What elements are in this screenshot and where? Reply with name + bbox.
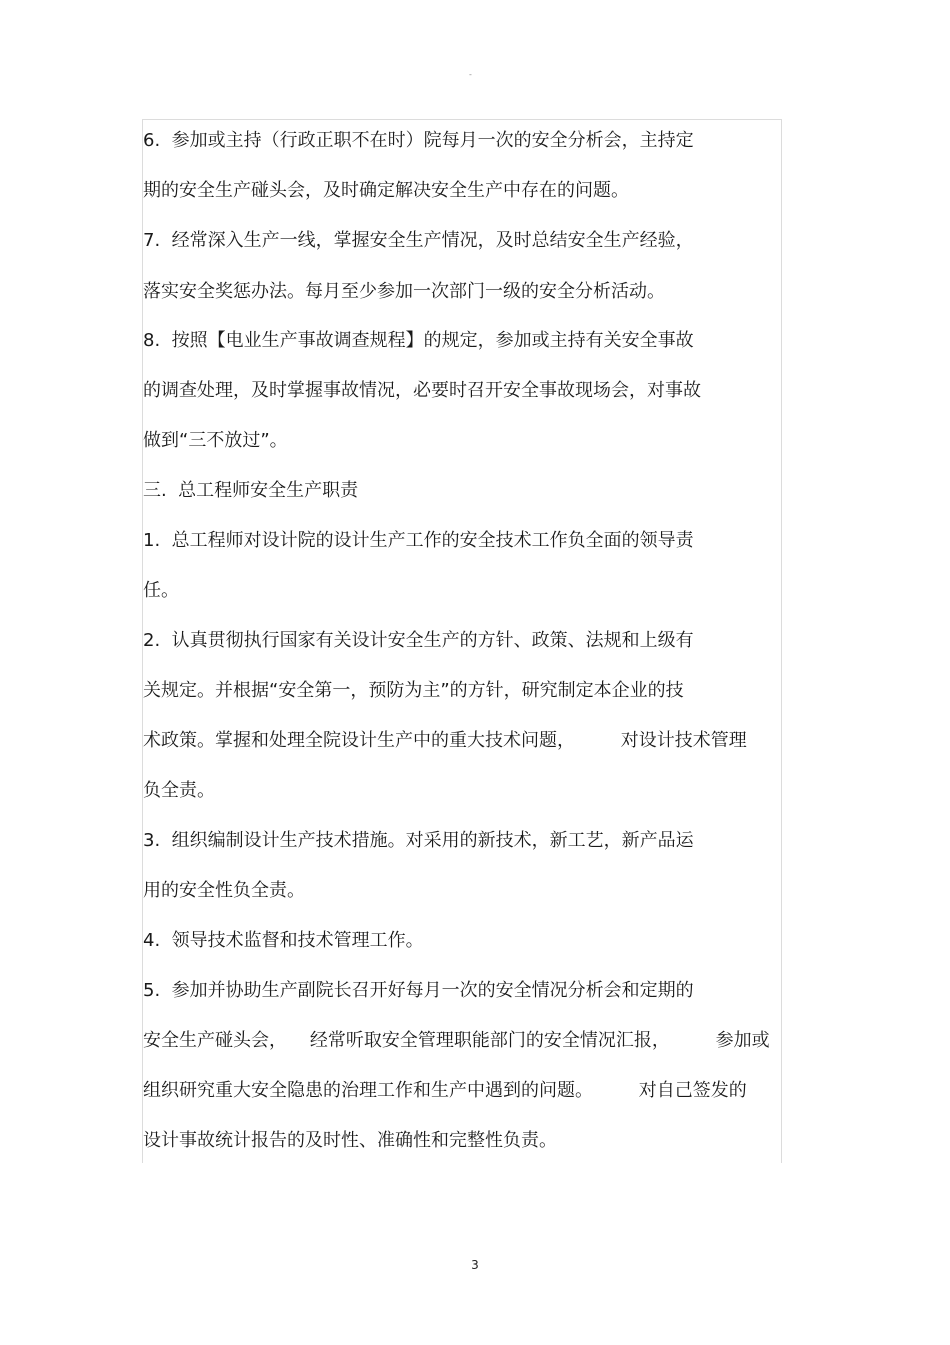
header-mark: - [469,70,472,79]
text-line: 用的安全性负全责。 [143,880,305,901]
text-line: 设计事故统计报告的及时性、准确性和完整性负责。 [143,1130,557,1151]
text-line: 关规定。并根据“安全第一，预防为主”的方针，研究制定本企业的技 [143,680,684,701]
text-line: 1. 总工程师对设计院的设计生产工作的安全技术工作负全面的领导责 [143,530,694,551]
text-line: 8. 按照【电业生产事故调查规程】的规定，参加或主持有关安全事故 [143,330,694,351]
text-line: 6. 参加或主持（行政正职不在时）院每月一次的安全分析会，主持定 [143,130,694,151]
text-line: 落实安全奖惩办法。每月至少参加一次部门一级的安全分析活动。 [143,281,665,302]
text-line: 2. 认真贯彻执行国家有关设计安全生产的方针、政策、法规和上级有 [143,630,694,651]
text-line: 安全生产碰头会， 经常听取安全管理职能部门的安全情况汇报， 参加或 [143,1030,770,1051]
text-line: 5. 参加并协助生产副院长召开好每月一次的安全情况分析会和定期的 [143,980,694,1001]
page-number: 3 [471,1258,479,1272]
text-line: 任。 [143,580,179,601]
text-line: 4. 领导技术监督和技术管理工作。 [143,930,424,951]
text-line: 期的安全生产碰头会，及时确定解决安全生产中存在的问题。 [143,180,629,201]
text-line: 做到“三不放过”。 [143,430,288,451]
text-line: 的调查处理，及时掌握事故情况，必要时召开安全事故现场会，对事故 [143,380,701,401]
text-line: 组织研究重大安全隐患的治理工作和生产中遇到的问题。 对自己签发的 [143,1080,747,1101]
text-line: 术政策。掌握和处理全院设计生产中的重大技术问题， 对设计技术管理 [143,730,747,751]
section-heading: 三. 总工程师安全生产职责 [143,480,359,501]
text-line: 负全责。 [143,780,215,801]
text-line: 3. 组织编制设计生产技术措施。对采用的新技术，新工艺，新产品运 [143,830,694,851]
text-line: 7. 经常深入生产一线，掌握安全生产情况，及时总结安全生产经验， [143,230,694,251]
